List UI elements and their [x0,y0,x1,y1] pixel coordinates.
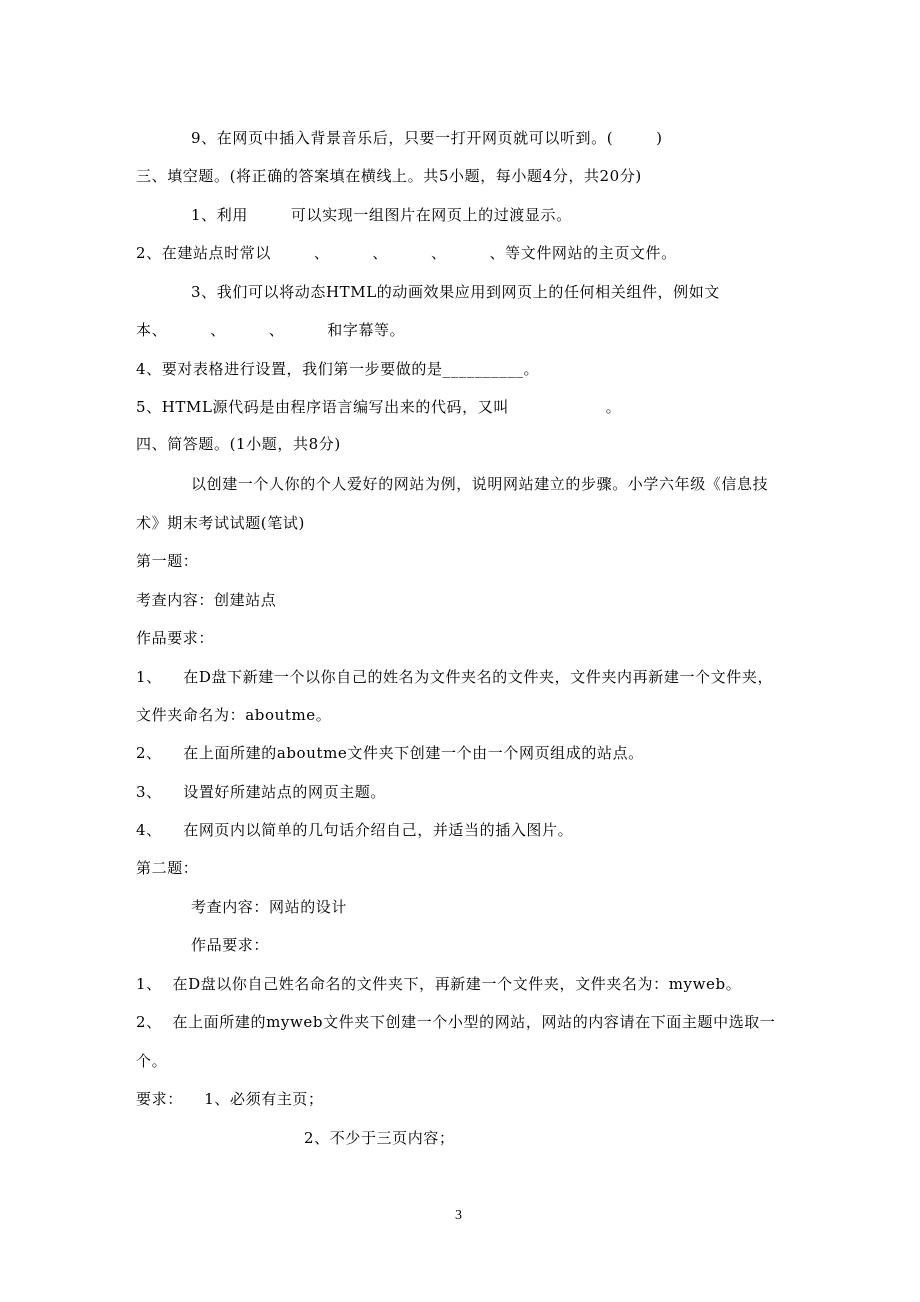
text-line-8: 5、HTML源代码是由程序语言编写出来的代码，又叫 。 [136,398,622,416]
text-line-9: 四、简答题。(1小题，共8分) [136,435,341,453]
text-line-12: 第一题： [136,552,199,570]
text-line-21: 考查内容：网站的设计 [191,898,348,916]
text-line-2: 三、填空题。(将正确的答案填在横线上。共5小题，每小题4分，共20分) [136,167,642,185]
text-line-7: 4、要对表格进行设置，我们第一步要做的是__________。 [136,360,540,378]
text-line-16: 文件夹命名为：aboutme。 [136,706,332,724]
text-line-5: 3、我们可以将动态HTML的动画效果应用到网页上的任何相关组件，例如文 [191,283,720,301]
text-line-4: 2、在建站点时常以 、 、 、 、等文件网站的主页文件。 [136,244,677,262]
text-line-6: 本、 、 、 和字幕等。 [136,321,406,339]
page-number: 3 [455,1208,462,1223]
text-line-23: 1、 在D盘以你自己姓名命名的文件夹下，再新建一个文件夹，文件夹名为：myweb。 [136,975,742,993]
text-line-11: 术》期末考试试题(笔试) [136,514,305,532]
text-line-1: 9、在网页中插入背景音乐后，只要一打开网页就可以听到。( ) [191,129,663,147]
text-line-25: 个。 [136,1052,168,1070]
text-line-15: 1、 在D盘下新建一个以你自己的姓名为文件夹名的文件夹，文件夹内再新建一个文件夹， [136,668,774,686]
text-line-27: 2、不少于三页内容； [304,1129,455,1147]
text-line-10: 以创建一个人你的个人爱好的网站为例，说明网站建立的步骤。小学六年级《信息技 [191,475,769,493]
text-line-24: 2、 在上面所建的myweb文件夹下创建一个小型的网站，网站的内容请在下面主题中选取一 [136,1013,776,1031]
text-line-20: 第二题： [136,859,199,877]
text-line-22: 作品要求： [191,936,270,954]
text-line-14: 作品要求： [136,629,215,647]
text-line-26: 要求： 1、必须有主页； [136,1090,324,1108]
text-line-17: 2、 在上面所建的aboutme文件夹下创建一个由一个网页组成的站点。 [136,744,644,762]
text-line-19: 4、 在网页内以简单的几句话介绍自己，并适当的插入图片。 [136,821,574,839]
text-line-13: 考查内容：创建站点 [136,591,277,609]
text-line-3: 1、利用 可以实现一组图片在网页上的过渡显示。 [191,206,572,224]
text-line-18: 3、 设置好所建站点的网页主题。 [136,783,387,801]
